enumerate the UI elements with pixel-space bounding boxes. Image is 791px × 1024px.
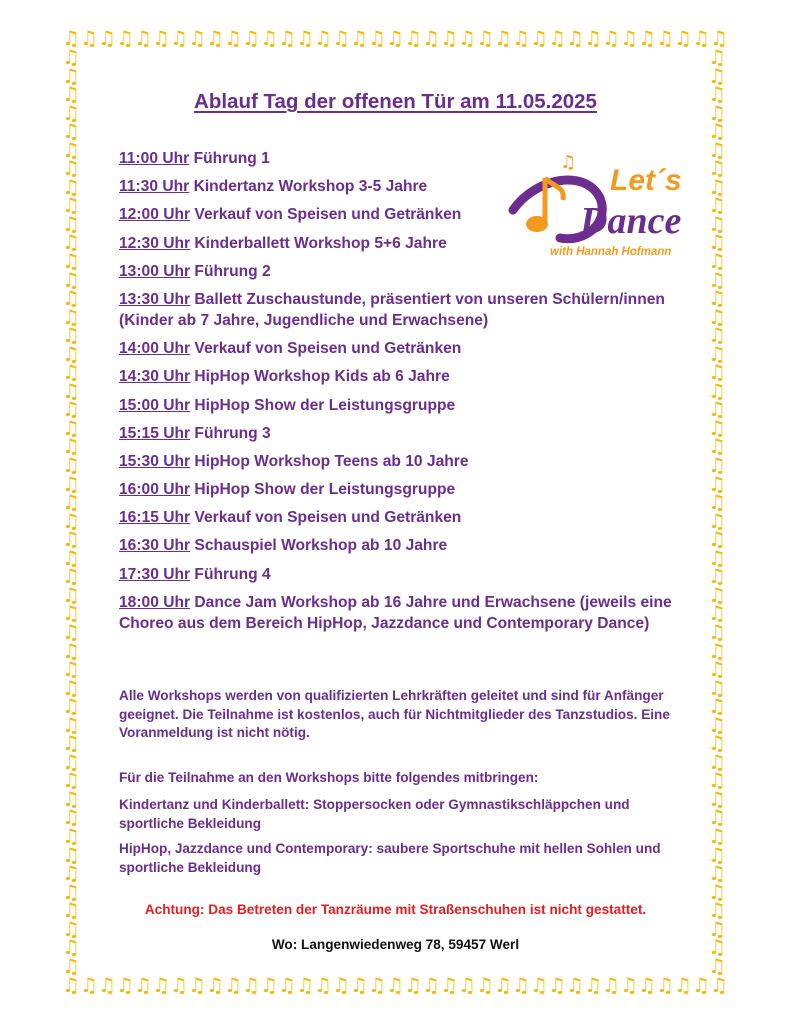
music-note-icon: ♫ xyxy=(332,26,350,50)
music-note-icon: ♫ xyxy=(566,973,584,997)
schedule-time: 11:00 Uhr xyxy=(119,150,190,167)
music-note-icon: ♫ xyxy=(296,973,314,997)
music-note-icon: ♫ xyxy=(152,973,170,997)
music-note-icon: ♫ xyxy=(708,415,726,440)
music-note-icon: ♫ xyxy=(708,211,726,236)
music-note-icon: ♫ xyxy=(708,694,726,719)
music-note-icon: ♫ xyxy=(62,100,80,125)
music-note-icon: ♫ xyxy=(98,973,116,997)
music-note-icon: ♫ xyxy=(422,26,440,50)
music-note-icon: ♫ xyxy=(512,973,530,997)
music-note-icon: ♫ xyxy=(708,953,726,978)
music-note-icon: ♫ xyxy=(708,286,726,311)
schedule-time: 11:30 Uhr xyxy=(119,178,190,196)
music-note-icon: ♫ xyxy=(62,638,80,663)
music-note-icon: ♫ xyxy=(62,82,80,107)
music-note-icon: ♫ xyxy=(708,545,726,570)
schedule-item xyxy=(119,535,679,556)
music-note-icon: ♫ xyxy=(62,749,80,774)
music-note-icon: ♫ xyxy=(296,26,314,50)
music-note-icon: ♫ xyxy=(530,26,548,50)
schedule-time: 13:30 Uhr xyxy=(119,290,191,308)
music-note-icon: ♫ xyxy=(134,26,152,50)
schedule-item xyxy=(119,176,679,197)
music-note-icon: ♫ xyxy=(548,26,566,50)
music-note-icon: ♫ xyxy=(62,230,80,255)
music-note-icon: ♫ xyxy=(708,100,726,125)
bring-heading: Für die Teilnahme an den Workshops bitte folgendes mitbringen: xyxy=(119,770,539,785)
music-note-icon: ♫ xyxy=(62,304,80,329)
music-note-icon: ♫ xyxy=(62,211,80,236)
music-note-icon: ♫ xyxy=(62,174,80,199)
schedule-text: Ballett Zuschaustunde, präsentiert von unseren Schülern/innen (Kinder ab 7 Jahre, Jugendliche und Erwachsene) xyxy=(119,290,665,329)
music-note-icon: ♫ xyxy=(708,564,726,589)
music-note-icon: ♫ xyxy=(708,731,726,756)
schedule-time: 16:00 Uhr xyxy=(119,481,191,499)
schedule-time: 15:00 Uhr xyxy=(119,396,191,414)
music-note-icon: ♫ xyxy=(62,675,80,700)
music-note-icon: ♫ xyxy=(530,973,548,997)
logo-text-lets: Let´s xyxy=(610,164,682,197)
music-note-icon: ♫ xyxy=(674,26,692,50)
schedule-time: 14:00 Uhr xyxy=(119,340,191,358)
music-note-icon: ♫ xyxy=(708,508,726,533)
schedule-time: 13:00 Uhr xyxy=(119,262,191,280)
music-note-icon: ♫ xyxy=(708,582,726,607)
music-note-icon: ♫ xyxy=(62,768,80,793)
music-note-icon: ♫ xyxy=(708,378,726,403)
music-note-icon: ♫ xyxy=(62,471,80,496)
music-note-icon: ♫ xyxy=(62,712,80,737)
schedule-item xyxy=(119,261,679,282)
music-note-icon: ♫ xyxy=(206,26,224,50)
music-note-icon: ♫ xyxy=(708,898,726,923)
music-note-icon: ♫ xyxy=(278,973,296,997)
schedule-text: Schauspiel Workshop ab 10 Jahre xyxy=(194,537,448,555)
music-note-icon: ♫ xyxy=(80,973,98,997)
schedule-time: 16:15 Uhr xyxy=(119,509,191,527)
music-note-icon: ♫ xyxy=(404,973,422,997)
music-note-icon: ♫ xyxy=(62,249,80,274)
music-note-icon: ♫ xyxy=(62,601,80,626)
music-note-icon: ♫ xyxy=(188,26,206,50)
music-note-icon: ♫ xyxy=(62,657,80,682)
music-note-icon: ♫ xyxy=(62,193,80,218)
music-note-icon: ♫ xyxy=(62,916,80,941)
schedule-item xyxy=(119,289,679,331)
music-note-icon: ♫ xyxy=(386,973,404,997)
location-text: Wo: Langenwiedenweg 78, 59457 Werl xyxy=(271,937,520,952)
music-note-icon: ♫ xyxy=(314,973,332,997)
music-note-icon: ♫ xyxy=(62,619,80,644)
music-note-icon: ♫ xyxy=(368,26,386,50)
music-note-icon: ♫ xyxy=(494,973,512,997)
music-note-icon: ♫ xyxy=(458,973,476,997)
schedule-text: Führung 2 xyxy=(194,262,271,280)
music-note-icon: ♫ xyxy=(512,26,530,50)
music-note-icon: ♫ xyxy=(62,137,80,162)
music-note-icon: ♫ xyxy=(708,916,726,941)
music-note-icon: ♫ xyxy=(224,973,242,997)
music-note-icon: ♫ xyxy=(584,973,602,997)
music-note-icon: ♫ xyxy=(708,490,726,515)
schedule-item xyxy=(119,233,679,254)
music-note-icon: ♫ xyxy=(708,879,726,904)
music-note-icon: ♫ xyxy=(62,823,80,848)
schedule-text: Kindertanz Workshop 3-5 Jahre xyxy=(193,178,428,196)
music-note-icon: ♫ xyxy=(566,26,584,50)
schedule-text: Führung 4 xyxy=(194,565,271,583)
music-note-icon: ♫ xyxy=(62,397,80,422)
music-note-icon: ♫ xyxy=(62,582,80,607)
music-note-icon: ♫ xyxy=(708,619,726,644)
music-note-icon: ♫ xyxy=(708,842,726,867)
music-note-icon: ♫ xyxy=(708,323,726,348)
schedule-time: 12:30 Uhr xyxy=(119,234,191,252)
music-note-icon: ♫ xyxy=(620,973,638,997)
music-note-icon: ♫ xyxy=(62,415,80,440)
music-note-icon: ♫ xyxy=(708,638,726,663)
music-note-icon: ♫ xyxy=(602,26,620,50)
logo-text-with: with Hannah Hofmann xyxy=(550,246,672,258)
music-note-icon: ♫ xyxy=(710,26,728,50)
music-note-icon: ♫ xyxy=(242,973,260,997)
schedule-item xyxy=(119,507,679,528)
music-note-icon: ♫ xyxy=(708,193,726,218)
music-note-icon: ♫ xyxy=(440,26,458,50)
music-note-icon: ♫ xyxy=(170,973,188,997)
music-note-icon: ♫ xyxy=(708,249,726,274)
schedule-item xyxy=(119,366,679,387)
music-note-icon: ♫ xyxy=(62,378,80,403)
music-note-icon: ♫ xyxy=(62,545,80,570)
music-note-icon: ♫ xyxy=(62,842,80,867)
music-note-icon: ♫ xyxy=(708,341,726,366)
music-note-icon: ♫ xyxy=(584,26,602,50)
music-note-icon: ♫ xyxy=(708,82,726,107)
schedule-item xyxy=(119,592,679,634)
info-paragraph: Alle Workshops werden von qualifizierten Lehrkräften geleitet und sind für Anfänger geeignet. Die Teilnahme ist kostenlos, auch für Nichtmitglieder des Tanzstudios. Eine Voranmeldung ist nicht nötig. xyxy=(119,688,670,740)
music-note-icon: ♫ xyxy=(708,174,726,199)
music-note-icon: ♫ xyxy=(62,973,80,997)
music-note-icon: ♫ xyxy=(170,26,188,50)
music-note-icon: ♫ xyxy=(62,953,80,978)
music-note-border-right xyxy=(708,45,726,978)
music-note-icon: ♫ xyxy=(708,712,726,737)
schedule-item xyxy=(119,423,679,444)
music-note-icon: ♫ xyxy=(708,156,726,181)
music-note-icon: ♫ xyxy=(404,26,422,50)
schedule-item xyxy=(119,395,679,416)
schedule-text: Führung 1 xyxy=(193,150,270,167)
music-note-icon: ♫ xyxy=(620,26,638,50)
music-note-icon: ♫ xyxy=(242,26,260,50)
music-note-icon: ♫ xyxy=(188,973,206,997)
music-note-icon: ♫ xyxy=(440,973,458,997)
schedule-time: 16:30 Uhr xyxy=(119,537,191,555)
music-note-icon: ♫ xyxy=(708,749,726,774)
music-note-icon: ♫ xyxy=(98,26,116,50)
schedule-time: 14:30 Uhr xyxy=(119,368,191,386)
music-note-icon: ♫ xyxy=(602,973,620,997)
schedule-text: Kinderballett Workshop 5+6 Jahre xyxy=(194,234,447,252)
schedule-list xyxy=(119,148,682,641)
warning-text: Achtung: Das Betreten der Tanzräume mit Straßenschuhen ist nicht gestattet. xyxy=(144,902,647,917)
music-note-icon: ♫ xyxy=(62,119,80,144)
music-note-icon: ♫ xyxy=(62,323,80,348)
music-note-icon: ♫ xyxy=(638,973,656,997)
music-note-icon: ♫ xyxy=(80,26,98,50)
music-note-icon: ♫ xyxy=(708,823,726,848)
music-note-icon: ♫ xyxy=(708,786,726,811)
schedule-text: Verkauf von Speisen und Getränken xyxy=(194,509,462,527)
music-note-icon: ♫ xyxy=(674,973,692,997)
music-note-icon: ♫ xyxy=(62,453,80,478)
music-note-icon: ♫ xyxy=(62,898,80,923)
music-note-icon: ♫ xyxy=(708,657,726,682)
music-note-icon: ♫ xyxy=(708,45,726,69)
music-note-icon: ♫ xyxy=(708,527,726,552)
music-note-icon: ♫ xyxy=(708,471,726,496)
svg-text:♫: ♫ xyxy=(560,152,577,173)
music-note-icon: ♫ xyxy=(708,304,726,329)
music-note-icon: ♫ xyxy=(62,434,80,459)
music-note-icon: ♫ xyxy=(708,230,726,255)
schedule-time: 12:00 Uhr xyxy=(119,206,191,224)
schedule-text: HipHop Workshop Kids ab 6 Jahre xyxy=(194,368,450,386)
music-note-icon: ♫ xyxy=(332,973,350,997)
music-note-icon: ♫ xyxy=(224,26,242,50)
music-note-icon: ♫ xyxy=(278,26,296,50)
music-note-icon: ♫ xyxy=(116,973,134,997)
schedule-text: Verkauf von Speisen und Getränken xyxy=(194,206,462,224)
music-note-icon: ♫ xyxy=(708,453,726,478)
title-text: Ablauf Tag der offenen Tür am 11.05.2025 xyxy=(194,90,597,113)
music-note-icon: ♫ xyxy=(62,527,80,552)
music-note-icon: ♫ xyxy=(708,360,726,385)
schedule-time: 17:30 Uhr xyxy=(119,565,191,583)
music-note-icon: ♫ xyxy=(708,267,726,292)
music-note-icon: ♫ xyxy=(62,267,80,292)
music-note-icon: ♫ xyxy=(350,973,368,997)
music-note-icon: ♫ xyxy=(260,26,278,50)
music-note-icon: ♫ xyxy=(62,861,80,886)
bring-kids: Kindertanz und Kinderballett: Stoppersocken oder Gymnastikschläppchen und sportliche Bekleidung xyxy=(119,797,630,831)
music-note-icon: ♫ xyxy=(62,731,80,756)
music-note-icon: ♫ xyxy=(710,973,728,997)
music-note-icon: ♫ xyxy=(548,973,566,997)
music-note-icon: ♫ xyxy=(368,973,386,997)
music-note-icon: ♫ xyxy=(62,935,80,960)
schedule-text: HipHop Show der Leistungsgruppe xyxy=(194,481,456,499)
schedule-text: HipHop Show der Leistungsgruppe xyxy=(194,396,456,414)
music-note-icon: ♫ xyxy=(62,490,80,515)
bring-hiphop: HipHop, Jazzdance und Contemporary: saubere Sportschuhe mit hellen Sohlen und sportliche Bekleidung xyxy=(119,841,661,875)
schedule-item xyxy=(119,564,679,585)
music-note-icon: ♫ xyxy=(62,26,80,50)
schedule-item xyxy=(119,338,679,359)
music-note-icon: ♫ xyxy=(152,26,170,50)
music-note-icon: ♫ xyxy=(62,45,80,69)
music-note-icon: ♫ xyxy=(62,564,80,589)
music-note-icon: ♫ xyxy=(62,694,80,719)
schedule-item xyxy=(119,451,679,472)
music-note-icon: ♫ xyxy=(350,26,368,50)
music-note-border-top xyxy=(62,28,728,48)
music-note-icon: ♫ xyxy=(422,973,440,997)
music-note-icon: ♫ xyxy=(708,601,726,626)
music-note-icon: ♫ xyxy=(476,26,494,50)
music-note-icon: ♫ xyxy=(134,973,152,997)
music-note-icon: ♫ xyxy=(708,805,726,830)
schedule-text: HipHop Workshop Teens ab 10 Jahre xyxy=(194,452,469,470)
schedule-time: 15:30 Uhr xyxy=(119,452,191,470)
schedule-time: 18:00 Uhr xyxy=(119,593,191,611)
music-note-icon: ♫ xyxy=(62,286,80,311)
music-note-icon: ♫ xyxy=(116,26,134,50)
music-note-icon: ♫ xyxy=(62,63,80,88)
music-note-icon: ♫ xyxy=(656,973,674,997)
music-note-icon: ♫ xyxy=(708,397,726,422)
music-note-icon: ♫ xyxy=(458,26,476,50)
music-note-icon: ♫ xyxy=(206,973,224,997)
music-note-icon: ♫ xyxy=(386,26,404,50)
logo-text-dance: Dance xyxy=(580,200,682,242)
music-note-border-left xyxy=(62,45,80,978)
music-note-border-bottom xyxy=(62,975,728,995)
music-note-icon: ♫ xyxy=(708,63,726,88)
page-title xyxy=(0,90,791,114)
music-note-icon: ♫ xyxy=(494,26,512,50)
music-note-icon: ♫ xyxy=(708,861,726,886)
music-note-icon: ♫ xyxy=(314,26,332,50)
music-note-icon: ♫ xyxy=(708,434,726,459)
schedule-item xyxy=(119,148,679,169)
music-note-icon: ♫ xyxy=(62,786,80,811)
music-note-icon: ♫ xyxy=(708,675,726,700)
music-note-icon: ♫ xyxy=(692,973,710,997)
music-note-icon: ♫ xyxy=(62,341,80,366)
music-note-icon: ♫ xyxy=(708,768,726,793)
music-note-icon: ♫ xyxy=(638,26,656,50)
music-note-icon: ♫ xyxy=(260,973,278,997)
schedule-item xyxy=(119,204,679,225)
music-note-icon: ♫ xyxy=(708,137,726,162)
music-note-icon: ♫ xyxy=(708,119,726,144)
schedule-text: Verkauf von Speisen und Getränken xyxy=(194,340,462,358)
schedule-text: Führung 3 xyxy=(194,424,271,442)
music-note-icon: ♫ xyxy=(62,805,80,830)
music-note-icon: ♫ xyxy=(692,26,710,50)
schedule-time: 15:15 Uhr xyxy=(119,424,191,442)
schedule-text: Dance Jam Workshop ab 16 Jahre und Erwachsene (jeweils eine Choreo aus dem Bereich HipHop, Jazzdance und Contemporary Dance) xyxy=(119,593,672,632)
music-note-icon: ♫ xyxy=(62,879,80,904)
music-note-icon: ♫ xyxy=(656,26,674,50)
schedule-item xyxy=(119,479,679,500)
music-note-icon: ♫ xyxy=(708,935,726,960)
music-note-icon: ♫ xyxy=(476,973,494,997)
music-note-icon: ♫ xyxy=(62,156,80,181)
music-note-icon: ♫ xyxy=(62,508,80,533)
music-note-icon: ♫ xyxy=(62,360,80,385)
